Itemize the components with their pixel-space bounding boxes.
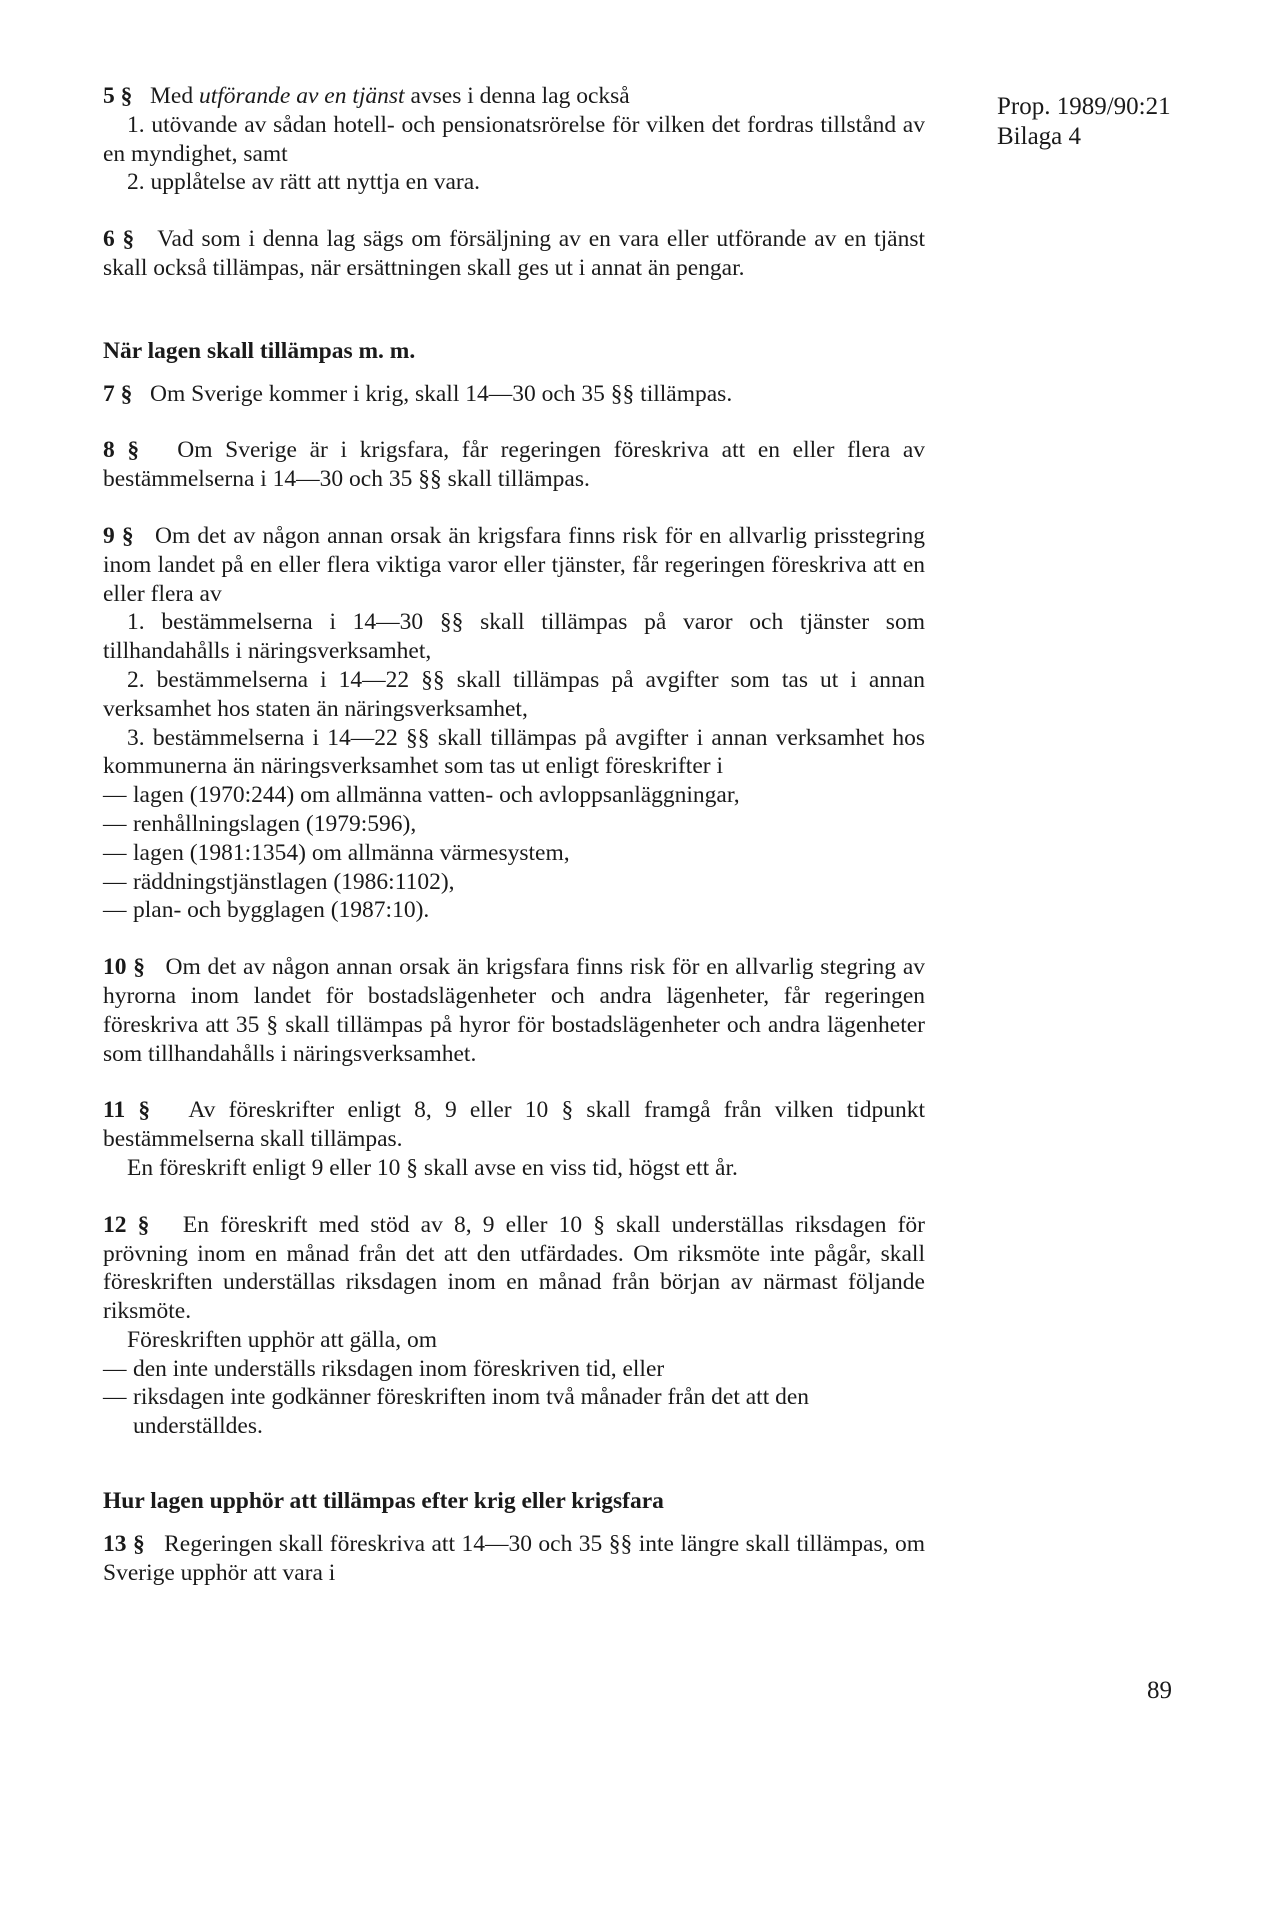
- list-item: 1. bestämmelserna i 14—30 §§ skall tillämpas på varor och tjänster som tillhandahålls i näringsverksamhet,: [103, 609, 925, 665]
- dash-item: — lagen (1981:1354) om allmänna värmesystem,: [103, 839, 570, 866]
- dash-item: — riksdagen inte godkänner föreskriften inom två månader från det att den underställdes.: [103, 1384, 810, 1440]
- section-10: 10 § Om det av någon annan orsak än krigsfara finns risk för en allvarlig stegring av hyrorna inom landet för bostadslägenheter och andra lägenheter, får regeringen föreskriva att 35 § skall tillämpas på hyror för bostadslägenheter och andra lägenheter som tillhandahålls i näringsverksamhet.: [103, 954, 925, 1067]
- section-number: 7 §: [103, 380, 133, 407]
- section-5: 5 § Med utförande av en tjänst avses i denna lag också 1. utövande av sådan hotell- och pensionatsrörelse för vilken det fordras tillstånd av en myndighet, samt 2. upplåtelse av rätt att nyttja en vara.: [103, 83, 925, 196]
- body-text: [103, 82, 925, 1615]
- dash-item: — renhållningslagen (1979:596),: [103, 810, 417, 837]
- section-8: 8 § Om Sverige är i krigsfara, får regeringen föreskriva att en eller flera av bestämmelserna i 14—30 och 35 §§ skall tillämpas.: [103, 437, 925, 493]
- section-7: 7 § Om Sverige kommer i krig, skall 14—30 och 35 §§ tillämpas.: [103, 380, 733, 407]
- dash-item: — den inte underställs riksdagen inom föreskriven tid, eller: [103, 1355, 665, 1382]
- section-number: 5 §: [103, 83, 133, 109]
- list-item: 2. bestämmelserna i 14—22 §§ skall tillämpas på avgifter som tas ut i annan verksamhet hos staten än näringsverksamhet,: [103, 666, 925, 722]
- section-heading: Hur lagen upphör att tillämpas efter krig eller krigsfara: [103, 1488, 664, 1515]
- section-13: 13 § Regeringen skall föreskriva att 14—30 och 35 §§ inte längre skall tillämpas, om Sverige upphör att vara i: [103, 1530, 926, 1586]
- section-heading: När lagen skall tillämpas m. m.: [103, 337, 416, 364]
- section-number: 11 §: [103, 1097, 151, 1124]
- appendix-label: Bilaga 4: [997, 123, 1082, 150]
- section-12: 12 § En föreskrift med stöd av 8, 9 eller 10 § skall underställas riksdagen för prövning inom en månad från det att den utfärdades. Om riksmöte inte pågår, skall föreskriften underställas riksdagen inom en månad från början av närmast följande riksmöte. Föreskriften upphör att gälla, om — den inte underställs riksdagen inom föreskriven tid, eller — riksdagen inte godkänner föreskriften inom två månader från det att den underställdes.: [103, 1211, 925, 1440]
- list-item: 3. bestämmelserna i 14—22 §§ skall tillämpas på avgifter i annan verksamhet hos kommunerna än näringsverksamhet som tas ut enligt föreskrifter i: [103, 724, 925, 780]
- page-header: [997, 92, 1171, 152]
- dash-item: — lagen (1970:244) om allmänna vatten- och avloppsanläggningar,: [103, 782, 740, 809]
- section-6: 6 § Vad som i denna lag sägs om försäljning av en vara eller utförande av en tjänst skall också tillämpas, när ersättningen skall ges ut i annat än pengar.: [103, 226, 926, 281]
- dash-item: — plan- och bygglagen (1987:10).: [103, 897, 430, 924]
- section-9: 9 § Om det av någon annan orsak än krigsfara finns risk för en allvarlig prisstegring inom landet på en eller flera viktiga varor eller tjänster, får regeringen föreskriva att en eller flera av 1. bestämmelserna i 14—30 §§ skall tillämpas på varor och tjänster som tillhandahålls i näringsverksamhet, 2. bestämmelserna i 14—22 §§ skall tillämpas på avgifter som tas ut i annan verksamhet hos staten än näringsverksamhet, 3. bestämmelserna i 14—22 §§ skall tillämpas på avgifter i annan verksamhet hos kommunerna än näringsverksamhet som tas ut enligt föreskrifter i — lagen (1970:244) om allmänna vatten- och avloppsanläggningar, — renhållningslagen (1979:596), — lagen (1981:1354) om allmänna värmesystem, — räddningstjänstlagen (1986:1102), — plan- och bygglagen (1987:10).: [103, 522, 925, 924]
- list-item: 2. upplåtelse av rätt att nyttja en vara.: [127, 169, 481, 196]
- section-number: 8 §: [103, 437, 140, 464]
- section-number: 13 §: [103, 1530, 145, 1557]
- dash-item: — räddningstjänstlagen (1986:1102),: [103, 868, 455, 895]
- section-number: 12 §: [103, 1211, 150, 1238]
- section-11: 11 § Av föreskrifter enligt 8, 9 eller 10 § skall framgå från vilken tidpunkt bestämmelserna skall tillämpas. En föreskrift enligt 9 eller 10 § skall avse en viss tid, högst ett år.: [103, 1097, 925, 1181]
- section-number: 6 §: [103, 226, 135, 253]
- proposition-reference: Prop. 1989/90:21: [997, 93, 1171, 120]
- list-item: 1. utövande av sådan hotell- och pensionatsrörelse för vilken det fordras tillstånd av en myndighet, samt: [103, 111, 925, 167]
- section-number: 10 §: [103, 954, 146, 981]
- section-number: 9 §: [103, 522, 134, 549]
- page-number: 89: [1147, 1677, 1172, 1704]
